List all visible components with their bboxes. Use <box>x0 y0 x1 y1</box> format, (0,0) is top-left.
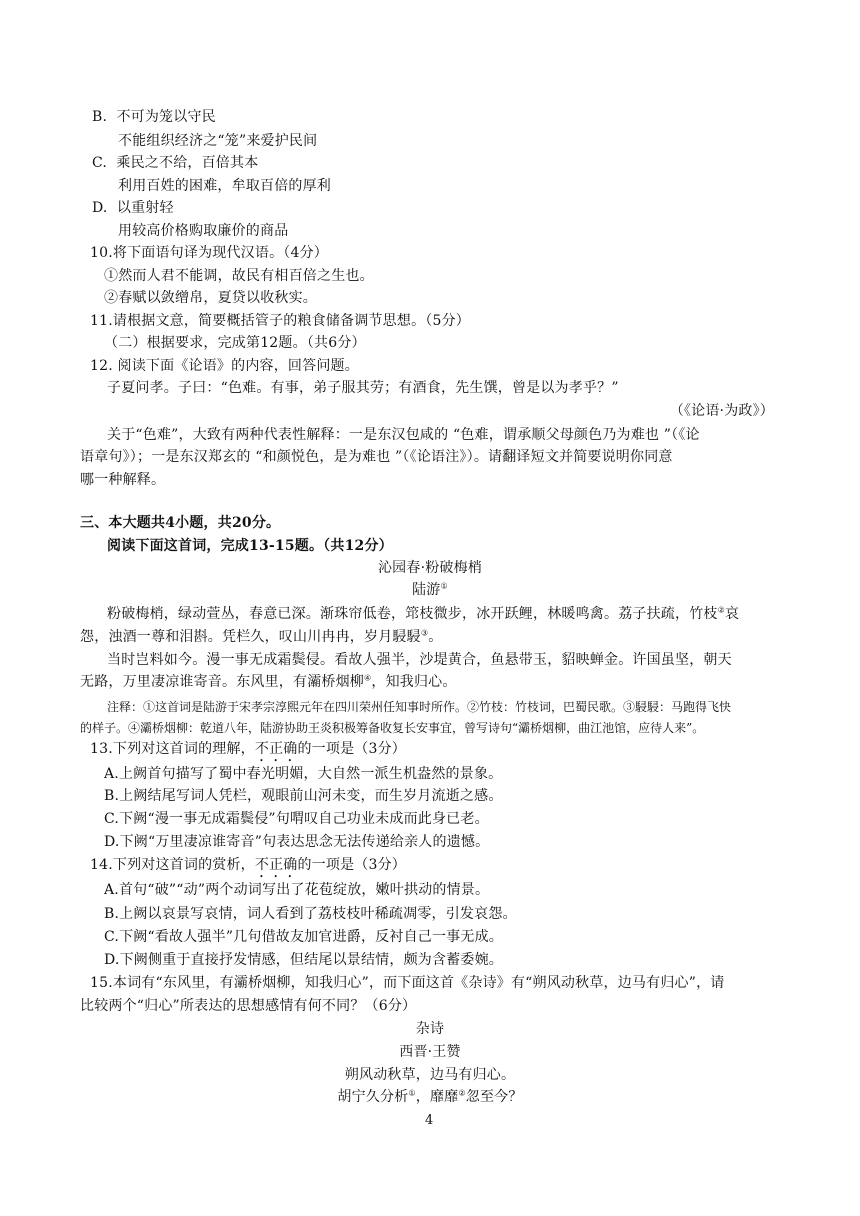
q13-option-a: A.上阙首句描写了蜀中春光明媚，大自然一派生机盎然的景象。 <box>104 766 503 782</box>
page-number: 4 <box>425 1113 434 1128</box>
poem-line-2-tail: 。 <box>428 629 443 645</box>
q15-stem-line-2: 比较两个“归心”所表达的思想感情有何不同？（6分） <box>80 998 417 1014</box>
poem-line-1 <box>107 604 739 624</box>
poem-line-1-tail: 哀 <box>724 606 740 622</box>
q13-stem-text: 13.下列对这首词的理解， <box>90 741 255 757</box>
poem-author <box>0 580 860 600</box>
poem2-author: 西晋·王赞 <box>399 1044 461 1060</box>
poem-title: 沁园春·粉破梅梢 <box>377 560 483 576</box>
q9-option-c-label: C. <box>92 155 108 171</box>
q14-stem-emphasis: 不正确 <box>254 857 298 873</box>
q14-option-c: C.下阙“看故人强半”几句借故友加官进爵，反衬自己一事无成。 <box>104 929 503 945</box>
q13-option-d: D.下阙“万里凄凉谁寄音”句表达思念无法传递给亲人的遗憾。 <box>104 834 490 850</box>
q10-stem: 10.将下面语句译为现代汉语。（4分） <box>90 245 328 261</box>
poem2-line-2-tail: 忽至今？ <box>465 1089 523 1105</box>
q9-option-b-label: B. <box>92 109 108 125</box>
q14-option-b: B.上阙以哀景写哀情，词人看到了荔枝枝叶稀疏凋零，引发哀怨。 <box>104 906 517 922</box>
poem2-note-mark-2: ② <box>458 1088 466 1098</box>
q12-paragraph-line-1: 关于“色难”，大致有两种代表性解释：一是东汉包咸的 “色难，谓承顺父母颜色乃为难也 ”（《论 <box>107 427 700 443</box>
q9-option-d <box>92 198 174 218</box>
q11-stem: 11.请根据文意，简要概括管子的粮食储备调节思想。（5分） <box>90 313 470 329</box>
q14-stem-text: 14.下列对这首词的赏析， <box>90 857 255 873</box>
q14-stem-tail: 的一项是（3分） <box>297 857 406 873</box>
poem-line-2 <box>80 627 442 647</box>
q9-option-c <box>92 153 258 173</box>
poem2-line-1: 朔风动秋草，边马有归心。 <box>344 1067 516 1083</box>
q13-stem <box>90 739 406 765</box>
poem-note-mark-3: ③ <box>420 628 429 638</box>
q14-option-a: A.首句“破”“动”两个动词写出了花苞绽放，嫩叶拱动的情景。 <box>104 882 490 898</box>
q10-sentence-1: ①然而人君不能调，故民有相百倍之生也。 <box>104 268 374 284</box>
poem-author-note-mark: ① <box>440 581 448 591</box>
poem-author-name: 陆游 <box>412 582 441 598</box>
q9-option-d-label: D. <box>92 200 108 216</box>
q13-option-c: C.下阙“漫一事无成霜鬓侵”句喟叹自己功业未成而此身已老。 <box>104 811 489 827</box>
poem2-line-2 <box>0 1087 860 1107</box>
q14-option-d: D.下阙侧重于直接抒发情感，但结尾以景结情，颇为含蓄委婉。 <box>104 952 503 968</box>
poem2-note-mark-1: ① <box>408 1088 416 1098</box>
q9-option-d-text: 以重射轻 <box>116 200 174 216</box>
q13-stem-tail: 的一项是（3分） <box>297 741 406 757</box>
q9-option-b-text: 不可为笼以守民 <box>116 109 216 125</box>
poem-line-4 <box>80 672 457 692</box>
poem-line-3: 当时岂料如今。漫一事无成霜鬓侵。看故人强半，沙堤黄合，鱼悬带玉，貂映蝉金。许国虽坚，朝天 <box>107 652 732 668</box>
q9-option-b-gloss: 不能组织经济之“笼”来爱护民间 <box>118 133 318 149</box>
q13-option-b: B.上阙结尾写词人凭栏，观眼前山河未变，而生岁月流逝之感。 <box>104 788 503 804</box>
q14-stem <box>90 855 406 881</box>
part2-heading: （二）根据要求，完成第12题。（共6分） <box>104 335 366 351</box>
poem2-line-2-mid: ，靡靡 <box>415 1089 459 1105</box>
q9-option-d-gloss: 用较高价格购取廉价的商品 <box>118 223 289 239</box>
poem-line-4-text: 无路，万里凄凉谁寄音。东风里，有灞桥烟柳 <box>80 674 364 690</box>
poem2-line-2-text: 胡宁久分析 <box>337 1089 409 1105</box>
q9-option-c-text: 乘民之不给，百倍其本 <box>116 155 259 171</box>
q9-option-b <box>92 107 216 127</box>
q9-option-c-gloss: 利用百姓的困难，牟取百倍的厚利 <box>118 178 331 194</box>
q12-quote: 子夏问孝。子曰：“色难。有事，弟子服其劳；有酒食，先生馔，曾是以为孝乎？” <box>107 380 619 396</box>
poem-note-mark-4: ④ <box>364 673 372 683</box>
poem-line-1-text: 粉破梅梢，绿动萱丛，春意已深。渐珠帘低卷，筇枝微步，冰开跃鲤，林暖鸣禽。荔子扶疏，竹枝 <box>107 606 718 622</box>
poem-note-mark-2: ② <box>717 605 725 615</box>
q13-stem-emphasis: 不正确 <box>254 741 298 757</box>
q12-paragraph-line-3: 哪一种解释。 <box>80 472 166 488</box>
poem-annotation-line-2: 的样子。④灞桥烟柳：乾道八年，陆游协助王炎积极筹备收复长安事宜，曾写诗句“灞桥烟柳，曲江池馆，应待人来”。 <box>80 721 705 735</box>
poem-line-2-text: 怨，浊酒一尊和泪斟。凭栏久，叹山川冉冉，岁月駸駸 <box>80 629 421 645</box>
poem-line-4-tail: ，知我归心。 <box>371 674 457 690</box>
q15-stem-line-1: 15.本词有“东风里，有灞桥烟柳，知我归心”，而下面这首《杂诗》有“朔风动秋草，边马有归心”，请 <box>90 975 725 991</box>
section3-heading: 三、本大题共4小题，共20分。 <box>80 515 281 531</box>
poem-annotation-line-1: 注释：①这首词是陆游于宋孝宗淳熙元年在四川荣州任知事时所作。②竹枝：竹枝词，巴蜀民歌。③駸駸：马跑得飞快 <box>107 700 732 714</box>
poem2-title: 杂诗 <box>415 1021 445 1037</box>
section3-subheading: 阅读下面这首词，完成13-15题。（共12分） <box>107 538 393 554</box>
q12-stem: 12. 阅读下面《论语》的内容，回答问题。 <box>90 358 359 374</box>
q12-source: （《论语·为政》） <box>669 403 774 419</box>
q12-paragraph-line-2: 语章句》）；一是东汉郑玄的 “和颜悦色，是为难也 ”（《论语注》）。请翻译短文并简要说明你同意 <box>80 449 673 465</box>
q10-sentence-2: ②春赋以敛缯帛，夏贷以收秋实。 <box>104 290 317 306</box>
